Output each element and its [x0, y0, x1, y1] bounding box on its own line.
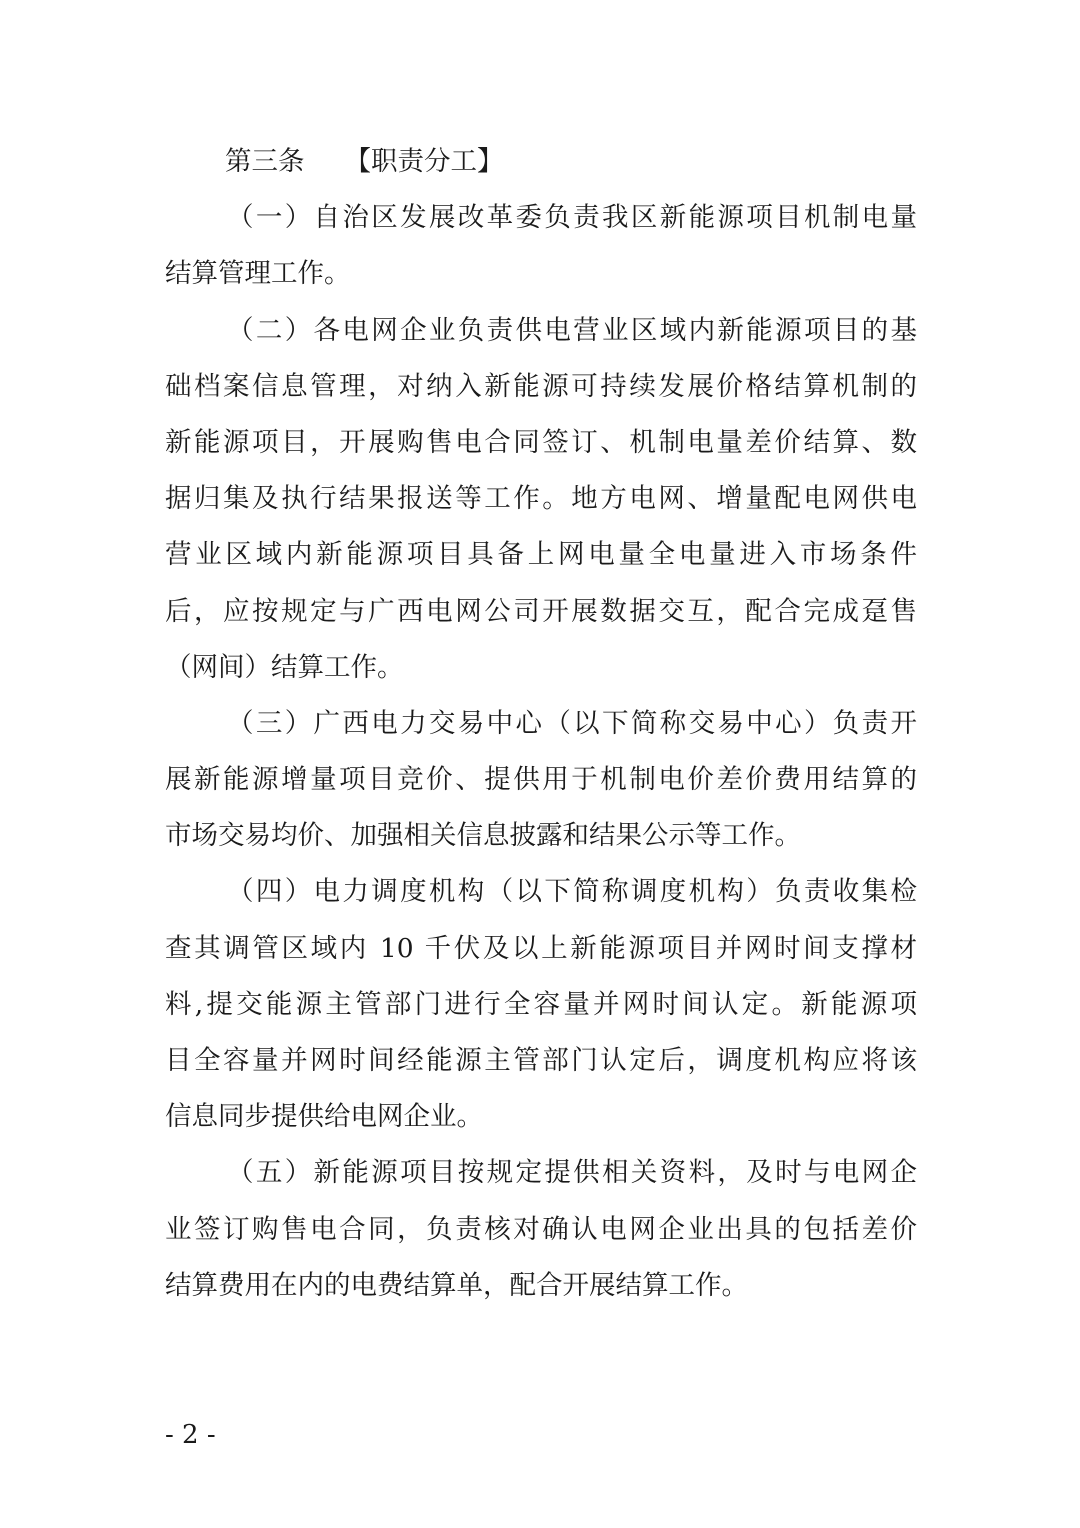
- paragraph-3-line-3: 市场交易均价、加强相关信息披露和结果公示等工作。: [165, 820, 801, 852]
- paragraph-4-line-5: 信息同步提供给电网企业。: [165, 1101, 483, 1133]
- article-title: 【职责分工】: [344, 146, 504, 177]
- paragraph-5-line-1: （五）新能源项目按规定提供相关资料，及时与电网企: [227, 1157, 917, 1189]
- paragraph-2-line-4: 据归集及执行结果报送等工作。地方电网、增量配电网供电: [165, 483, 917, 515]
- article-number: 第三条: [225, 146, 305, 177]
- paragraph-2-line-2: 础档案信息管理，对纳入新能源可持续发展价格结算机制的: [165, 370, 917, 402]
- paragraph-5-line-2: 业签订购售电合同，负责核对确认电网企业出具的包括差价: [165, 1213, 917, 1245]
- paragraph-2-line-5: 营业区域内新能源项目具备上网电量全电量进入市场条件: [165, 539, 917, 571]
- paragraph-4-line-3: 料,提交能源主管部门进行全容量并网时间认定。新能源项: [165, 988, 917, 1020]
- paragraph-3-line-1: （三）广西电力交易中心（以下简称交易中心）负责开: [227, 707, 917, 739]
- page-number: - 2 -: [165, 1420, 216, 1450]
- paragraph-4-line-2: 查其调管区域内 10 千伏及以上新能源项目并网时间支撑材: [165, 932, 917, 964]
- article-heading: [165, 134, 917, 190]
- paragraph-1-line-2: 结算管理工作。: [165, 258, 351, 290]
- paragraph-4-line-1: （四）电力调度机构（以下简称调度机构）负责收集检: [227, 876, 917, 908]
- paragraph-4-line-4: 目全容量并网时间经能源主管部门认定后，调度机构应将该: [165, 1045, 917, 1076]
- paragraph-2-line-1: （二）各电网企业负责供电营业区域内新能源项目的基: [227, 314, 917, 346]
- paragraph-3-line-2: 展新能源增量项目竞价、提供用于机制电价差价费用结算的: [165, 764, 917, 796]
- document-body: [165, 134, 917, 1314]
- paragraph-1-line-1: （一）自治区发展改革委负责我区新能源项目机制电量: [227, 202, 917, 234]
- paragraph-2-line-7: （网间）结算工作。: [165, 651, 404, 683]
- paragraph-5-line-3: 结算费用在内的电费结算单，配合开展结算工作。: [165, 1269, 748, 1301]
- paragraph-2-line-6: 后，应按规定与广西电网公司开展数据交互，配合完成趸售: [165, 595, 917, 627]
- paragraph-2-line-3: 新能源项目，开展购售电合同签订、机制电量差价结算、数: [165, 426, 917, 458]
